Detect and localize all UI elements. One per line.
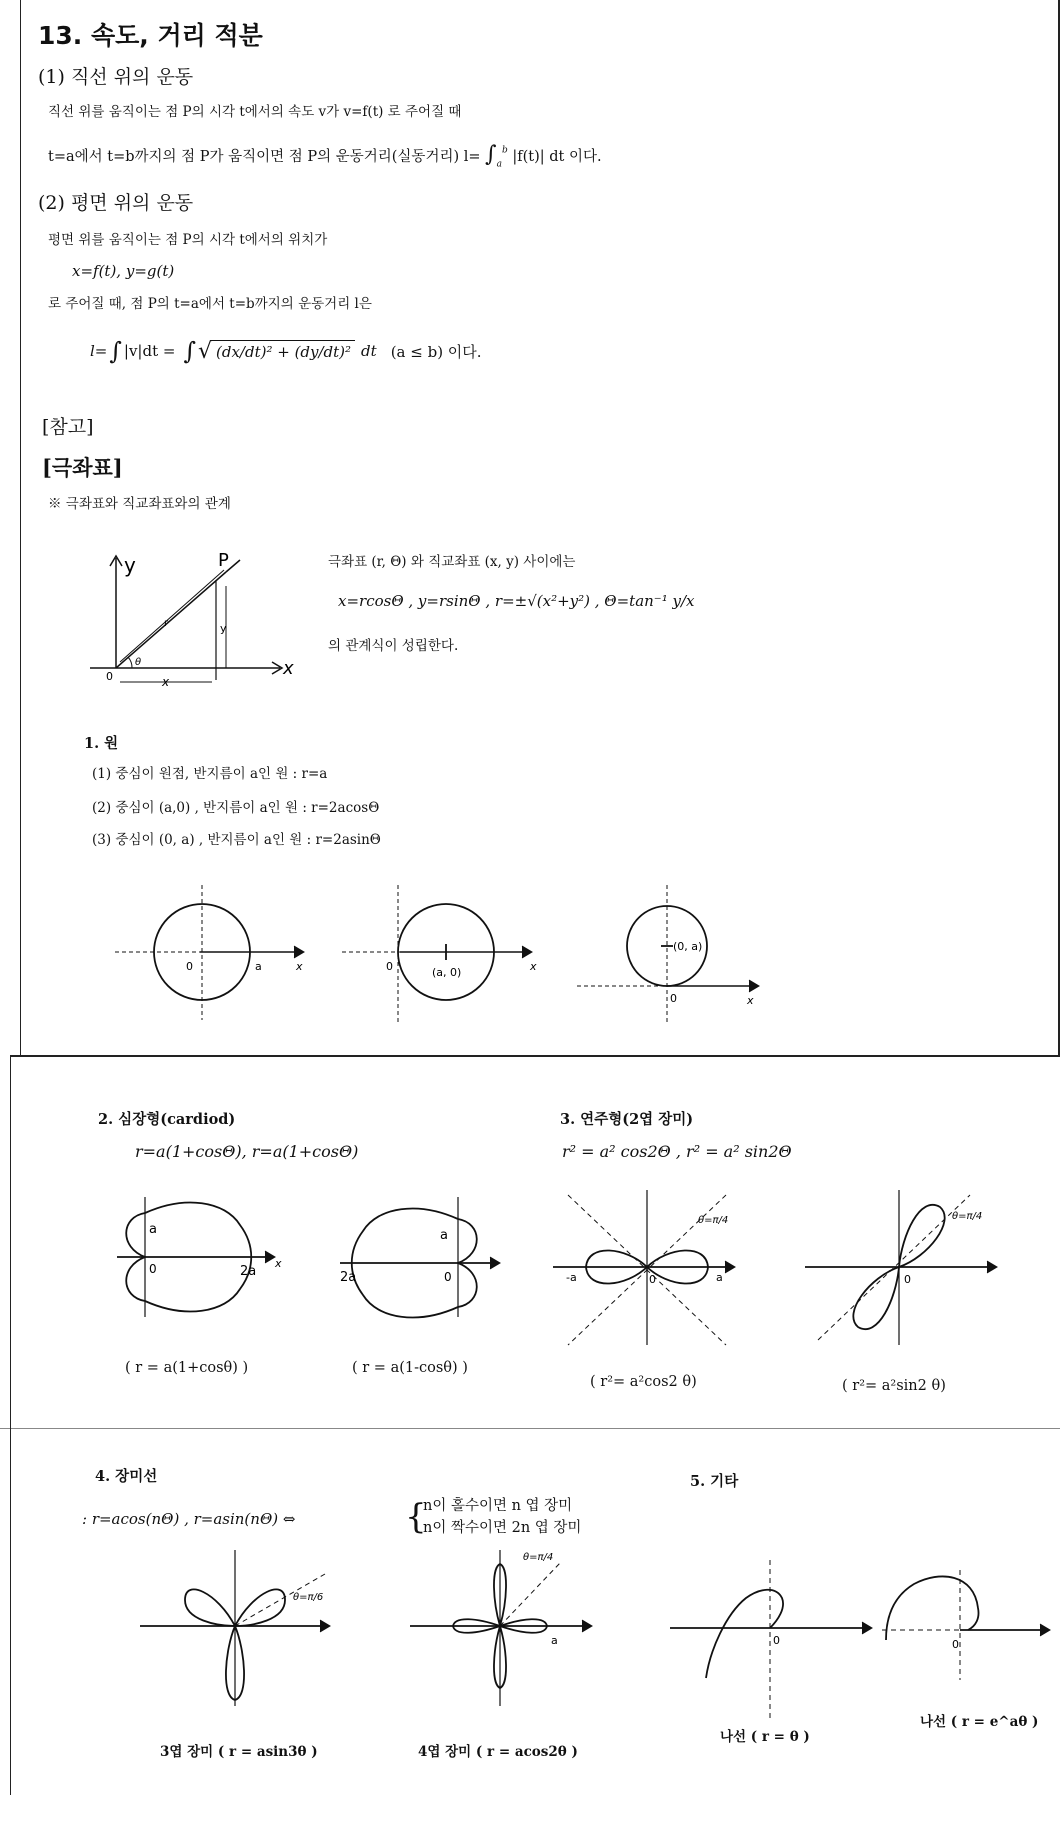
misc-figure-2 [880,1530,1060,1680]
cardioid2-2a: 2a [340,1270,357,1285]
cardioid1-a: a [149,1222,157,1237]
rose2-a: a [551,1634,558,1647]
cardioid2-a: a [440,1228,448,1243]
sqrt-body: (dx/dt)² + (dy/dt)² [212,340,355,363]
lemniscate-heading: 3. 연주형(2엽 장미) [560,1111,694,1128]
lemniscate1-theta: θ=π/4 [698,1215,729,1226]
circle2-center: (a, 0) [432,966,462,979]
rose1-theta: θ=π/6 [293,1592,324,1603]
circle2-origin: 0 [386,960,393,973]
cardioid1-caption: ( r = a(1+cosθ) ) [125,1360,249,1376]
section-2-formula [90,326,482,376]
circle3-arrowhead [749,980,759,992]
section-1-line2a: t=a에서 t=b까지의 점 P가 움직이면 점 P의 운동거리(실동거리) l= [48,149,481,165]
cardioid1-origin: 0 [149,1262,157,1276]
page-frame-left-lower [10,1055,11,1795]
lemniscate2-origin: 0 [904,1273,911,1286]
formula-dt: dt [361,342,377,360]
misc1-arrowhead [862,1622,872,1634]
cardioid2-origin: 0 [444,1270,452,1284]
misc1-caption: 나선 ( r = θ ) [720,1729,810,1745]
lemniscate-figure-1 [548,1185,748,1345]
misc2-caption: 나선 ( r = e^aθ ) [920,1714,1039,1730]
rose2-theta-line [500,1563,560,1626]
cardioid1-arrowhead [265,1251,275,1263]
polar-y-label: y [124,553,136,577]
rose2-theta: θ=π/4 [523,1552,554,1563]
section-1-line1: 직선 위를 움직이는 점 P의 시각 t에서의 속도 v가 v=f(t) 로 주어질 때 [48,104,462,120]
rose-figure-1 [135,1548,345,1708]
lemniscate1-a: a [716,1271,723,1284]
lemniscate2-caption: ( r²= a²sin2 θ) [842,1378,946,1394]
circle-figure-1 [110,880,310,1030]
circle1-arrowhead [294,946,304,958]
lemniscate2-theta: θ=π/4 [952,1211,983,1222]
page-frame-top [20,0,21,1055]
rose2-arrowhead [582,1620,592,1632]
cardioid-figure-2 [338,1195,518,1325]
cardioid2-arrowhead [490,1257,500,1269]
polar-p-label: P [218,550,229,571]
rose2-caption: 4엽 장미 ( r = acos2θ ) [418,1744,578,1760]
circle2-arrowhead [522,946,532,958]
misc2-arrowhead [1040,1624,1050,1636]
circle-figure-2 [340,880,550,1030]
section-1-line2b: |f(t)| dt 이다. [512,149,602,165]
section-2-line3: 로 주어질 때, 점 P의 t=a에서 t=b까지의 운동거리 l은 [48,296,372,312]
lemniscate1-origin: 0 [649,1273,656,1286]
misc2-origin: 0 [952,1638,959,1651]
polar-theta-arc [128,657,132,668]
polar-x-seg-label: x [162,675,170,689]
lemniscate-figure-2 [800,1185,1010,1345]
lemniscate2-arrowhead [987,1261,997,1273]
rose-case-2: n이 짝수이면 2n 엽 장미 [423,1520,582,1536]
polar-r-label: r [164,618,169,629]
polar-y-seg-label: y [220,622,227,635]
section-2-heading: (2) 평면 위의 운동 [38,192,194,214]
ref-label: [참고] [42,416,94,438]
section-divider [10,1055,1060,1057]
sqrt-expression: √ [197,338,212,364]
polar-text-line2: x=rcosΘ , y=rsinΘ , r=±√(x²+y²) , Θ=tan⁻¹ y/x [338,592,695,610]
polar-heading: [극좌표] [42,455,123,480]
cardioid1-2a: 2a [240,1264,257,1279]
rose-case-1: n이 홀수이면 n 엽 장미 [423,1498,573,1514]
circle-item-1: (1) 중심이 원점, 반지름이 a인 원 : r=a [92,766,328,782]
circle1-x: x [296,960,303,973]
misc1-spiral [706,1590,783,1678]
polar-origin-label: 0 [106,670,113,683]
formula-mid: |v|dt = [123,342,176,360]
circle1-a: a [255,960,262,973]
cardioid-heading: 2. 심장형(cardiod) [98,1111,236,1128]
section-2-line2: x=f(t), y=g(t) [72,262,175,280]
circle2-x: x [530,960,537,973]
circle-item-2: (2) 중심이 (a,0) , 반지름이 a인 원 : r=2acosΘ [92,800,380,816]
misc1-origin: 0 [773,1634,780,1647]
polar-x-label: x [283,658,294,679]
polar-note: ※ 극좌표와 직교좌표와의 관계 [48,496,231,512]
circle-heading: 1. 원 [84,735,119,752]
lemniscate1-neg-a: -a [566,1271,577,1284]
rose-figure-2 [405,1548,615,1708]
rose-heading: 4. 장미선 [95,1468,158,1485]
misc-heading: 5. 기타 [690,1473,739,1490]
formula-cond: (a ≤ b) 이다. [390,342,482,361]
circle3-x: x [747,994,754,1007]
polar-radius-line-2 [120,570,224,662]
section-2-line1: 평면 위를 움직이는 점 P의 시각 t에서의 위치가 [48,232,328,248]
section-divider-2 [0,1428,1060,1429]
lemniscate1-caption: ( r²= a²cos2 θ) [590,1374,697,1390]
integral-symbol: $\int_a^b$ [485,142,508,170]
lemniscate1-arrowhead [725,1261,735,1273]
cardioid-figure-1 [115,1195,295,1325]
circle-figure-3 [575,880,785,1030]
formula-lhs: l= [90,342,108,360]
section-1-heading: (1) 직선 위의 운동 [38,66,194,88]
polar-text-line3: 의 관계식이 성립한다. [328,638,459,654]
polar-theta-label: θ [135,657,142,668]
polar-radius-line [116,572,226,668]
rose-cases [405,1495,581,1539]
rose-formula: : r=acos(nΘ) , r=asin(nΘ) ⇔ [82,1510,296,1528]
circle1-origin: 0 [186,960,193,973]
rose-brace: { [405,1497,427,1537]
integral-symbol-2: ∫ [109,337,122,365]
rose1-arrowhead [320,1620,330,1632]
circle3-origin: 0 [670,992,677,1005]
circle3-center: (0, a) [673,940,703,953]
page-title: 13. 속도, 거리 적분 [38,21,263,50]
integral-symbol-3: ∫ [183,337,196,365]
section-1-line2 [48,142,602,169]
polar-text-line1: 극좌표 (r, Θ) 와 직교좌표 (x, y) 사이에는 [328,554,576,570]
cardioid1-x: x [275,1257,282,1270]
lemniscate-formula: r² = a² cos2Θ , r² = a² sin2Θ [562,1142,792,1161]
cardioid2-caption: ( r = a(1-cosθ) ) [352,1360,468,1376]
rose1-caption: 3엽 장미 ( r = asin3θ ) [160,1744,318,1760]
polar-coordinate-figure [80,550,300,689]
circle-item-3: (3) 중심이 (0, a) , 반지름이 a인 원 : r=2asinΘ [92,832,381,848]
misc-figure-1 [670,1560,880,1720]
cardioid-formula: r=a(1+cosΘ), r=a(1+cosΘ) [135,1142,359,1161]
